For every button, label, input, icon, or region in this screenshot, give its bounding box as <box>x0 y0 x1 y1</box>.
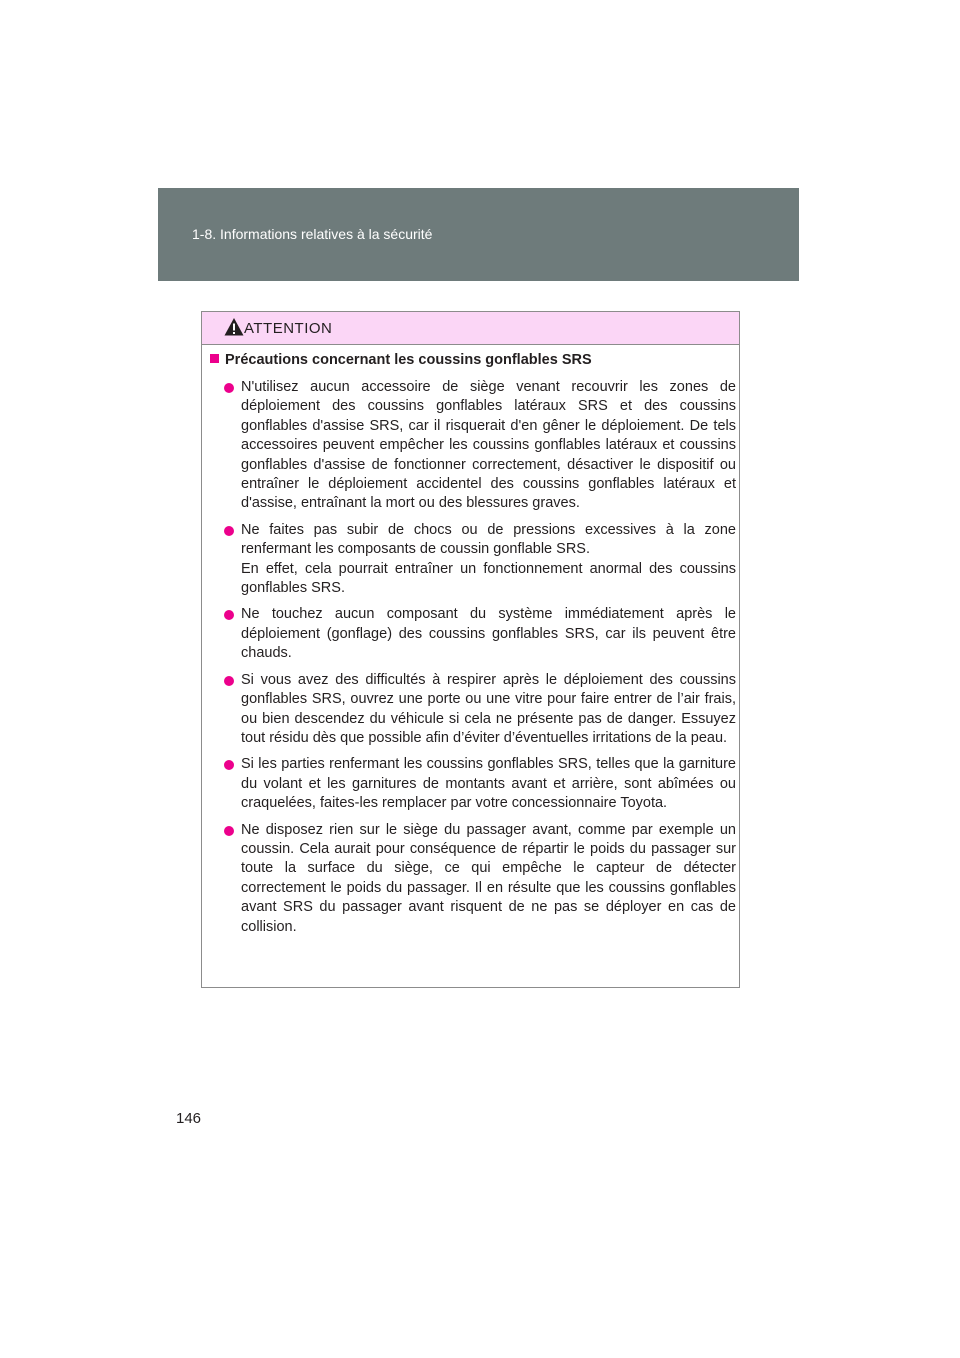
page-number: 146 <box>176 1110 202 1127</box>
warning-item-text: Si les parties renfermant les coussins gonflables SRS, telles que la garniture du volant et les garnitures de montants avant et arrière, sont abîmées ou craquelées, faites-les remplacer par votre concessionnaire Toyota. <box>241 756 736 812</box>
warning-box <box>201 311 740 988</box>
warning-item <box>224 521 736 599</box>
warning-item <box>224 605 736 663</box>
round-bullet-icon <box>224 383 234 393</box>
warning-triangle-icon <box>224 317 244 337</box>
section-title: 1-8. Informations relatives à la sécurité <box>192 226 433 242</box>
round-bullet-icon <box>224 760 234 770</box>
warning-item-text: Ne faites pas subir de chocs ou de pressions excessives à la zone renfermant les composants de coussin gonflable SRS. <box>241 521 736 558</box>
warning-item <box>224 755 736 813</box>
section-header-band <box>158 188 799 281</box>
warning-item <box>224 821 736 937</box>
warning-item-text: Si vous avez des difficultés à respirer après le déploiement des coussins gonflables SRS, ouvrez une porte ou une vitre pour faire entrer de l’air frais, ou bien descendez du véhicule si cela ne présente pas de danger. Essuyez tout résidu dès que possible afin d’éviter d’éventuelles irritations de la peau. <box>241 671 736 746</box>
square-bullet-icon <box>210 354 219 363</box>
warning-heading-text: Précautions concernant les coussins gonflables SRS <box>225 352 592 368</box>
warning-item <box>224 378 736 514</box>
round-bullet-icon <box>224 826 234 836</box>
warning-heading <box>210 352 592 368</box>
warning-item-list <box>224 378 736 944</box>
round-bullet-icon <box>224 526 234 536</box>
warning-item-text-continued: En effet, cela pourrait entraîner un fonctionnement anormal des coussins gonflables SRS. <box>241 560 736 597</box>
warning-item <box>224 671 736 749</box>
warning-item-text: Ne disposez rien sur le siège du passager avant, comme par exemple un coussin. Cela aurait pour conséquence de répartir le poids du passager sur toute la surface du siège, ce qui empêche le capteur de détecter correctement le poids du passager. Il en résulte que les coussins gonflables avant SRS du passager avant risquent de ne pas se déployer en cas de collision. <box>241 821 736 935</box>
round-bullet-icon <box>224 676 234 686</box>
warning-item-text: N'utilisez aucun accessoire de siège venant recouvrir les zones de déploiement des coussins gonflables latéraux SRS et des coussins gonflables d'assise SRS, car il risquerait d'en gêner le déploiement. De tels accessoires peuvent empêcher les coussins gonflables latéraux et coussins gonflables d'assise de fonctionner correctement, désactiver le dispositif ou entraîner le déploiement accidentel des coussins gonflables latéraux et d'assise, entraînant la mort ou des blessures graves. <box>241 379 736 512</box>
round-bullet-icon <box>224 610 234 620</box>
warning-header <box>202 312 739 345</box>
warning-item-text: Ne touchez aucun composant du système immédiatement après le déploiement (gonflage) des coussins gonflables SRS, car ils peuvent être chauds. <box>241 606 736 662</box>
warning-label: ATTENTION <box>244 320 333 337</box>
